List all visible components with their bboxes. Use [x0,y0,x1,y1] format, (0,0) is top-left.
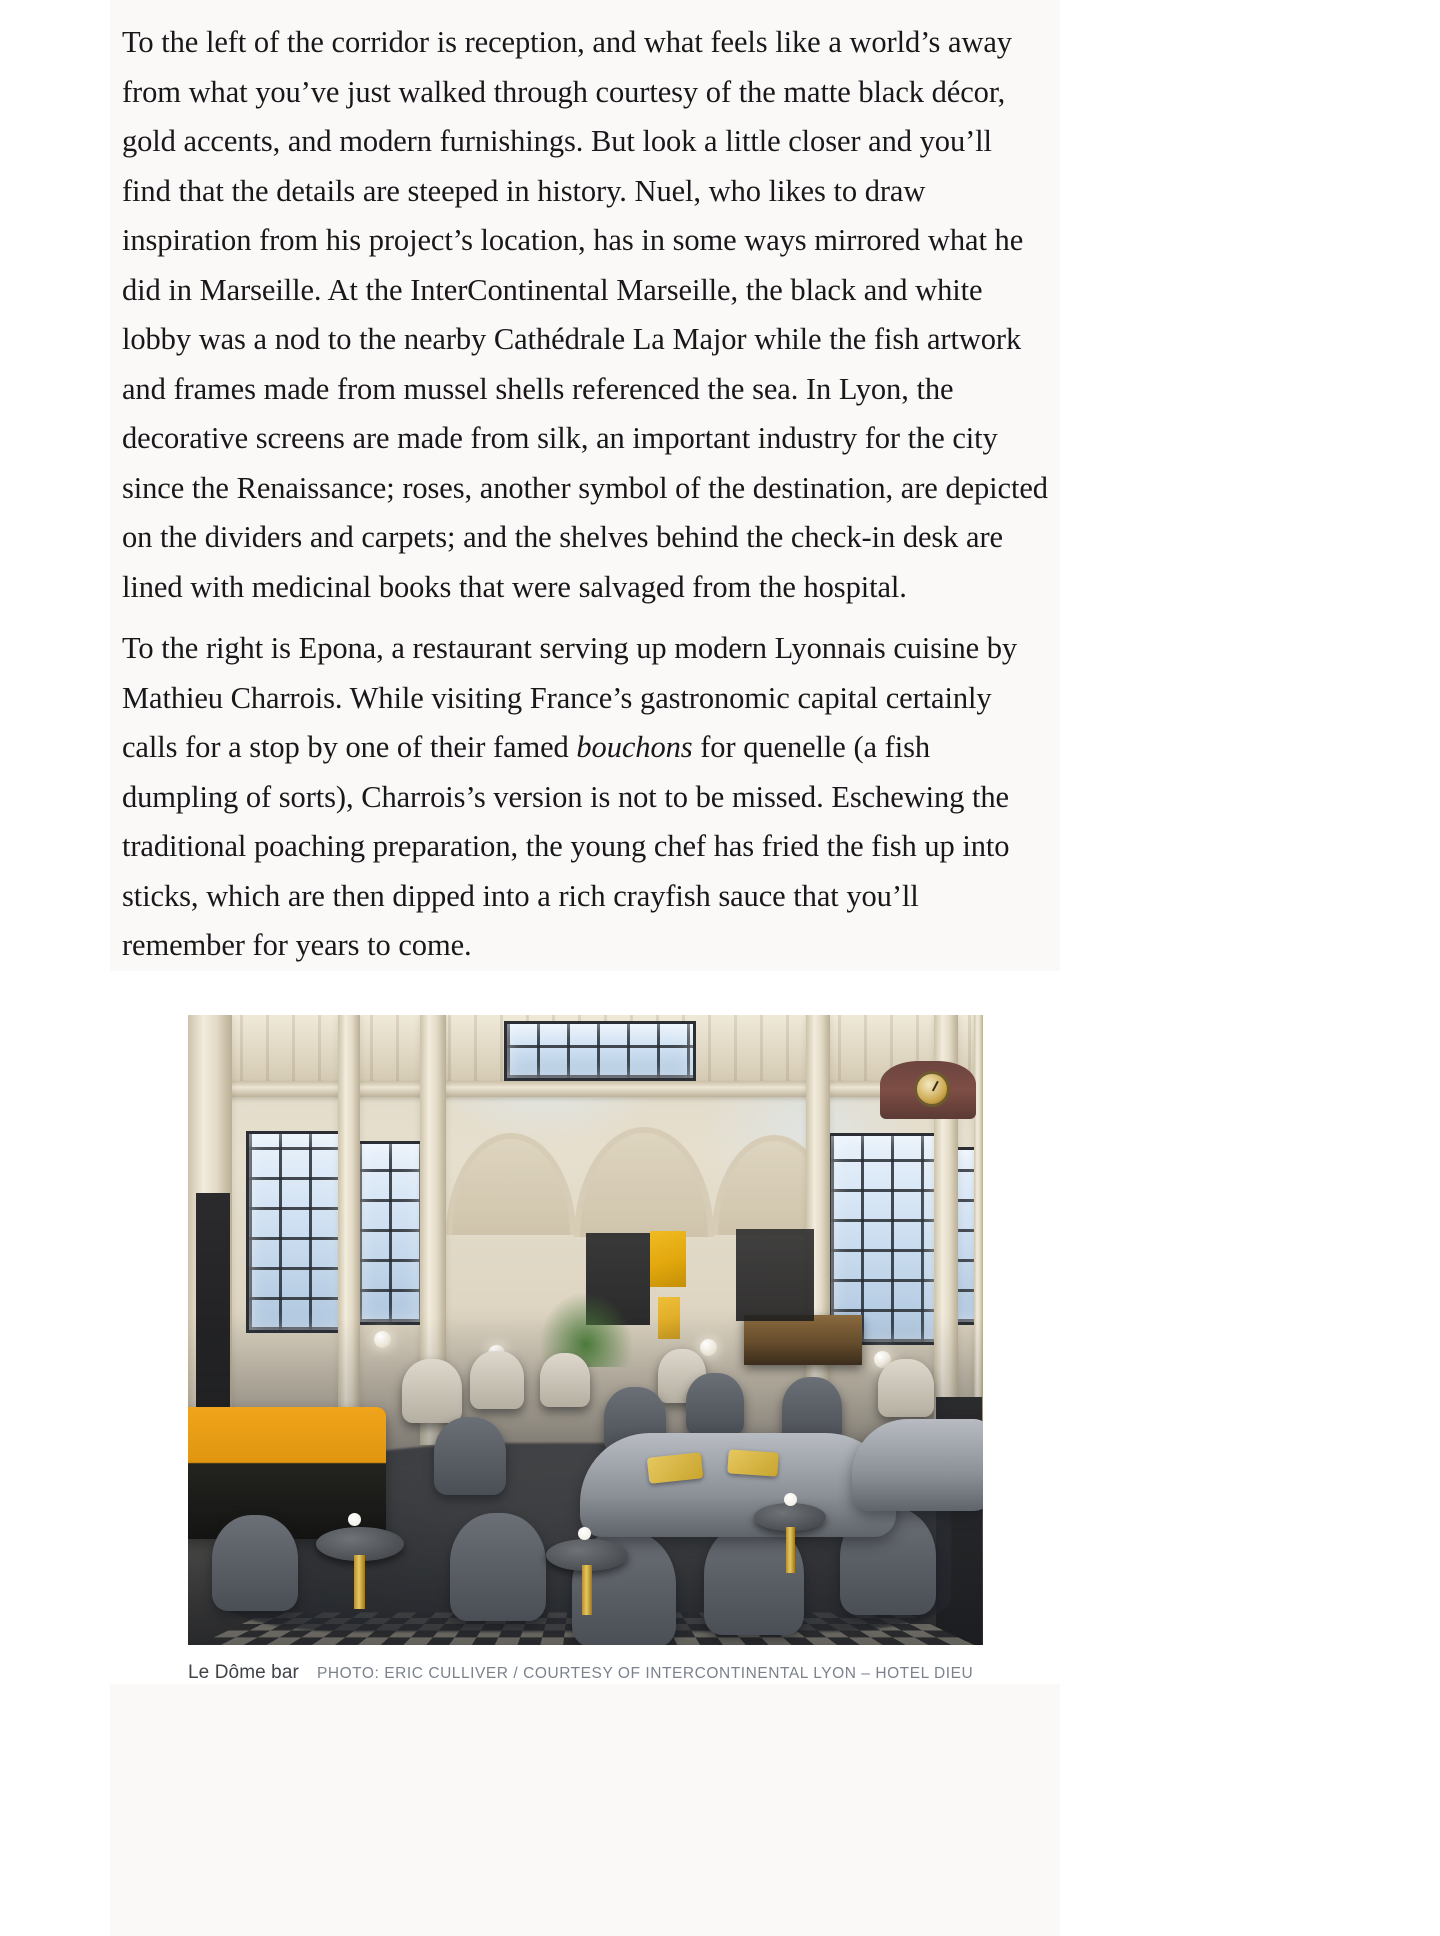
photo-gold-pillow-2 [727,1449,779,1476]
photo-table-flower-2 [578,1527,591,1540]
photo-table-leg-2 [582,1565,592,1615]
photo-table-flower-1 [348,1513,361,1526]
paragraph-epona-italic-term: bouchons [576,730,693,764]
photo-clock-icon [914,1071,950,1107]
figure-caption-credit: PHOTO: ERIC CULLIVER / COURTESY OF INTERCONTINENTAL LYON – HOTEL DIEU [316,1664,974,1682]
photo-globe-lamp-1 [374,1331,391,1348]
photo-armchair-5 [878,1359,934,1417]
article-body [110,0,1060,971]
paragraph-reception: To the left of the corridor is reception, and what feels like a world’s away from what you’ve just walked through courtesy of the matte black décor, gold accents, and modern furnishings. But look a little closer and you’ll find that the details are steeped in history. Nuel, who likes to draw inspiration from his project’s location, has in some ways mirrored what he did in Marseille. At the InterContinental Marseille, the black and white lobby was a nod to the nearby Cathédrale La Major while the fish artwork and frames made from mussel shells referenced the sea. In Lyon, the decorative screens are made from silk, an important industry for the city since the Renaissance; roses, another symbol of the destination, are depicted on the dividers and carpets; and the shelves behind the check-in desk are lined with medicinal books that were salvaged from the hospital. [122,25,1048,604]
photo-clerestory-window [504,1021,696,1081]
photo-arch-center [574,1127,714,1237]
paragraph-epona [122,624,1048,971]
photo-table-flower-3 [784,1493,797,1506]
photo-bar-backdrop [736,1229,814,1321]
photo-sofa-right [852,1419,983,1511]
photo-armchair-2 [470,1351,524,1409]
photo-cornice [188,1081,983,1097]
photo-canvas [188,1015,983,1645]
photo-arch-left [446,1133,576,1235]
photo-armchair-8 [686,1373,744,1435]
photo-armchair-1 [402,1359,462,1423]
photo-armchair-10 [212,1515,298,1611]
photo-gold-pillow-1 [647,1452,703,1484]
photo-yellow-artwork [650,1231,686,1287]
photo-globe-lamp-3 [700,1339,717,1356]
photo-table-leg-3 [786,1527,795,1573]
figure-caption-title: Le Dôme bar [188,1661,299,1683]
photo-table-leg-1 [354,1555,365,1609]
paragraph-epona-part-1: To the right is Epona, a restaurant serving up modern Lyonnais cuisine by Mathieu Charrois. While visiting France’s gastronomic capital certainly calls for a stop by one of their famed [122,631,1018,764]
article-figure [110,971,1060,1684]
photo-curved-sofa [580,1433,896,1537]
photo-armchair-11 [450,1513,546,1621]
photo-armchair-3 [540,1353,590,1407]
figure-caption [188,1645,983,1684]
paragraph-epona-part-2: for quenelle (a fish dumpling of sorts), Charrois’s version is not to be missed. Eschewing the traditional poaching preparation, the young chef has fried the fish up into sticks, which are then dipped into a rich crayfish sauce that you’ll remember for years to come. [122,730,1010,962]
photo-window-right [828,1133,938,1345]
figure-image [188,1015,983,1645]
photo-window-left [246,1131,346,1333]
photo-armchair-6 [434,1417,506,1495]
article-column [110,0,1060,1936]
photo-window-left-2 [356,1141,424,1325]
